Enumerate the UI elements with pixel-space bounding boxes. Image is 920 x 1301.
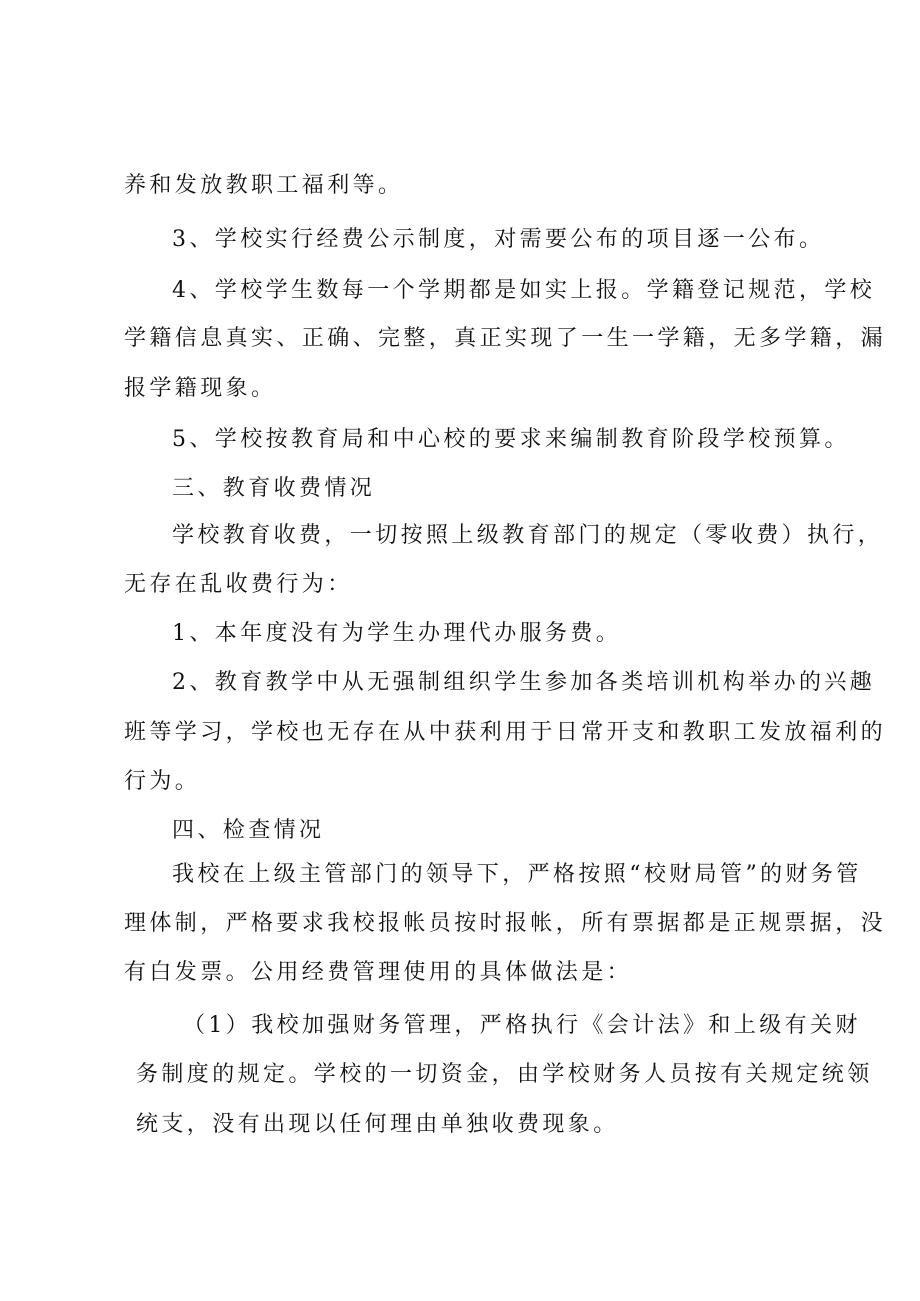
paragraph-line: 2、教育教学中从无强制组织学生参加各类培训机构举办的兴趣 bbox=[172, 670, 876, 695]
section-heading: 三、教育收费情况 bbox=[172, 476, 376, 501]
paragraph-line: 班等学习，学校也无存在从中获利用于日常开支和教职工发放福利的 bbox=[124, 720, 887, 745]
paragraph-line: 务制度的规定。学校的一切资金，由学校财务人员按有关规定统领 bbox=[136, 1062, 873, 1087]
paragraph-line: 理体制，严格要求我校报帐员按时报帐，所有票据都是正规票据，没 bbox=[124, 911, 887, 936]
paragraph-line: 3、学校实行经费公示制度，对需要公布的项目逐一公布。 bbox=[172, 227, 825, 252]
paragraph-line: 无存在乱收费行为： bbox=[124, 572, 353, 597]
paragraph-line: 有白发票。公用经费管理使用的具体做法是： bbox=[124, 960, 633, 985]
paragraph-line: 报学籍现象。 bbox=[124, 376, 277, 401]
paragraph-line: 4、学校学生数每一个学期都是如实上报。学籍登记规范，学校 bbox=[172, 278, 876, 303]
paragraph-line: 学校教育收费，一切按照上级教育部门的规定（零收费）执行， bbox=[172, 523, 884, 548]
paragraph-line: 养和发放教职工福利等。 bbox=[124, 173, 404, 198]
section-heading: 四、检查情况 bbox=[172, 818, 325, 843]
paragraph-line: 5、学校按教育局和中心校的要求来编制教育阶段学校预算。 bbox=[172, 427, 850, 452]
paragraph-line: 行为。 bbox=[124, 769, 201, 794]
paragraph-line: 统支，没有出现以任何理由单独收费现象。 bbox=[136, 1112, 619, 1137]
paragraph-line: 我校在上级主管部门的领导下，严格按照“校财局管”的财务管 bbox=[172, 862, 862, 887]
paragraph-line: 学籍信息真实、正确、完整，真正实现了一生一学籍，无多学籍，漏 bbox=[124, 326, 887, 351]
paragraph-line: 1、本年度没有为学生办理代办服务费。 bbox=[172, 621, 622, 646]
paragraph-line: （1）我校加强财务管理，严格执行《会计法》和上级有关财 bbox=[183, 1013, 861, 1038]
